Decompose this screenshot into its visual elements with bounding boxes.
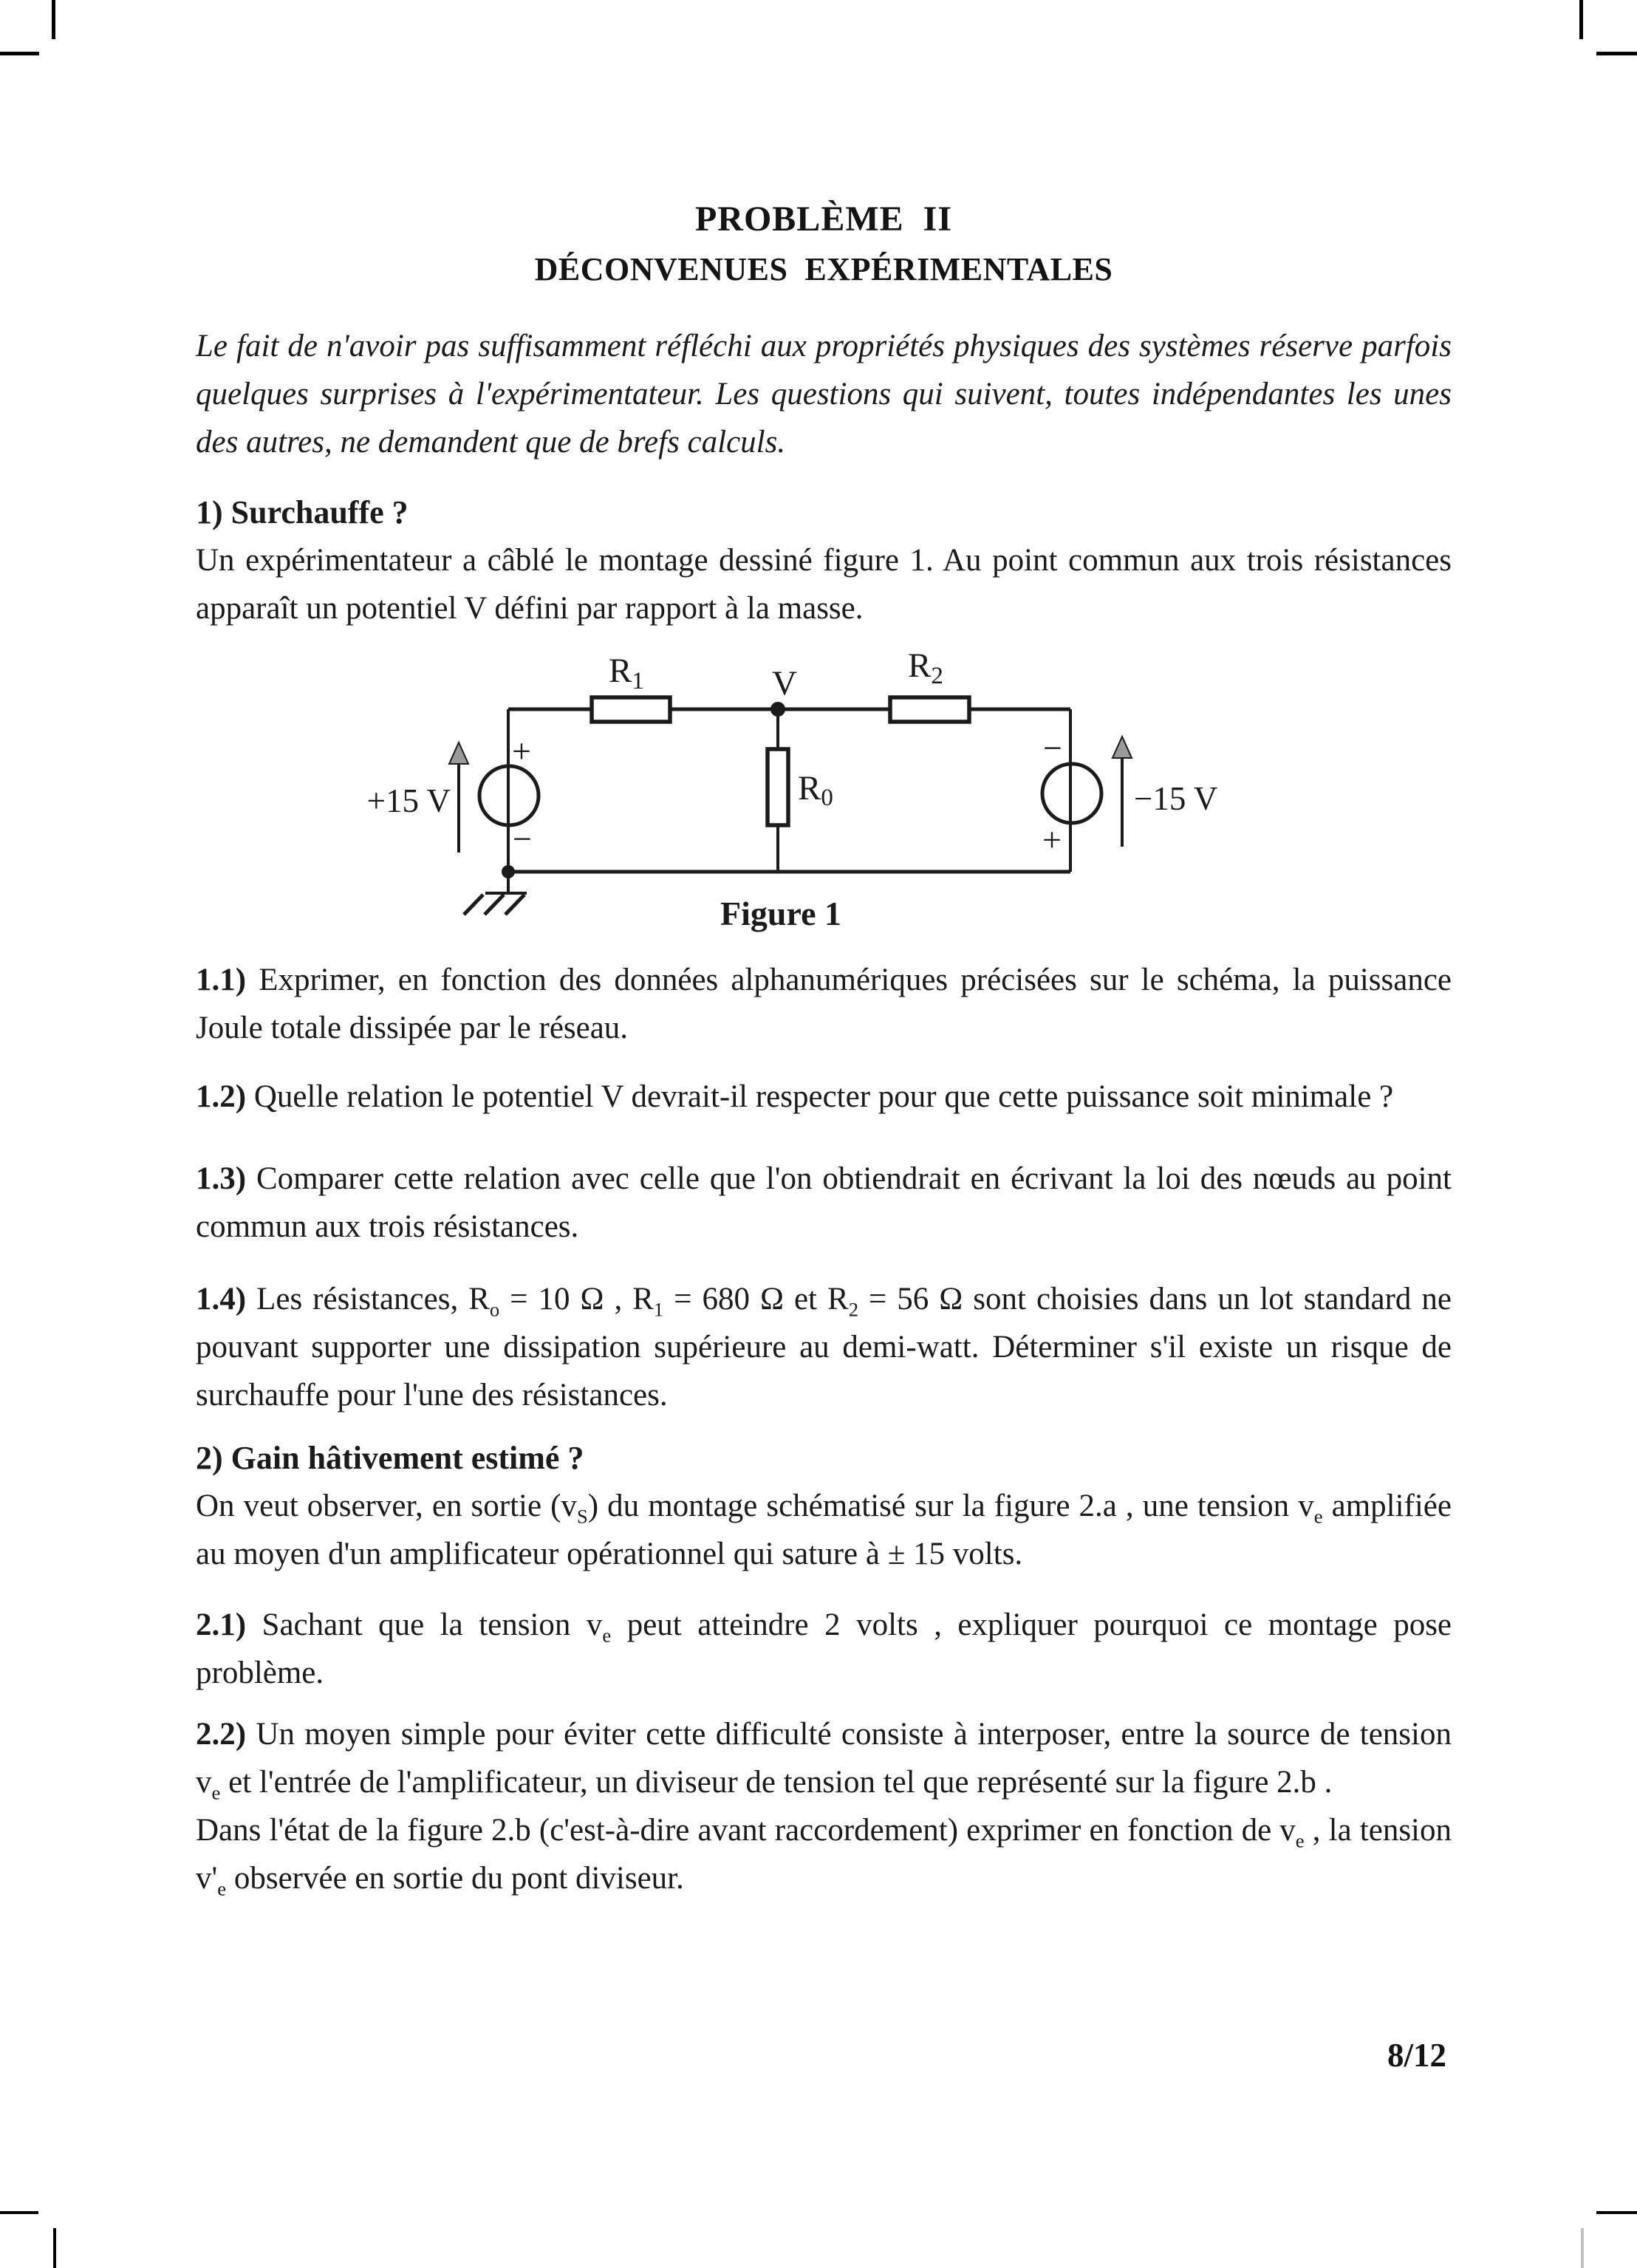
right-voltage-arrow bbox=[1113, 737, 1132, 847]
question-2-2-text: Un moyen simple pour éviter cette difficulté consiste à interposer, entre la source de tension $v_e$ et l'entrée de l'amplificateur, un diviseur de tension tel que représenté sur la figure 2.b . bbox=[196, 1717, 1452, 1804]
question-1-4-label: 1.4) bbox=[196, 1282, 247, 1316]
question-2-1-label: 2.1) bbox=[196, 1608, 247, 1642]
resistor-r1 bbox=[592, 697, 670, 722]
section-1-heading: 1) Surchauffe ? bbox=[196, 494, 409, 530]
crop-mark-bottom-right-horizontal bbox=[1596, 2211, 1637, 2214]
question-1-2-text: Quelle relation le potentiel V devrait-il respecter pour que cette puissance soit minimale ? bbox=[246, 1079, 1394, 1114]
node-v-dot bbox=[770, 702, 785, 717]
resistor-r2 bbox=[890, 697, 969, 722]
section-1-intro: Un expérimentateur a câblé le montage dessiné figure 1. Au point commun aux trois résistances apparaît un potentiel V défini par rapport à la masse. bbox=[196, 543, 1452, 626]
resistor-r0-label: R0 bbox=[798, 769, 833, 811]
question-2-1 bbox=[196, 1601, 1452, 1697]
question-1-4-text: Les résistances, $R_o = 10$ Ω , $R_1 = 680$ Ω et $R_2 = 56$ Ω sont choisies dans un lot standard ne pouvant supporter une dissipation supérieure au demi-watt. Déterminer s'il existe un risque de surchauffe pour l'une des résistances. bbox=[196, 1282, 1452, 1413]
resistor-r1-label: R1 bbox=[609, 652, 644, 694]
question-1-2-label: 1.2) bbox=[196, 1079, 247, 1114]
figure-1-caption: Figure 1 bbox=[720, 895, 841, 932]
resistor-r2-label: R2 bbox=[908, 646, 943, 689]
question-2-1-text: Sachant que la tension $v_e$ peut atteindre 2 volts , expliquer pourquoi ce montage pose problème. bbox=[196, 1608, 1452, 1690]
crop-mark-top-left-horizontal bbox=[0, 52, 39, 55]
resistor-r0 bbox=[768, 749, 788, 825]
left-voltage-arrow bbox=[449, 742, 468, 853]
question-2-2-label: 2.2) bbox=[196, 1717, 247, 1752]
question-1-1 bbox=[196, 956, 1452, 1052]
question-1-2 bbox=[196, 1073, 1452, 1121]
figure-1-schematic bbox=[340, 638, 1256, 949]
problem-subtitle: DÉCONVENUES EXPÉRIMENTALES bbox=[534, 251, 1113, 287]
right-source-plus-sign: + bbox=[1042, 821, 1062, 858]
left-voltage-label: +15 V bbox=[366, 782, 451, 819]
right-voltage-label: −15 V bbox=[1134, 780, 1218, 817]
question-2-2-continued: Dans l'état de la figure 2.b (c'est-à-dire avant raccordement) exprimer en fonction de $v_e$ , la tension $v'_e$ observée en sortie du pont diviseur. bbox=[196, 1813, 1452, 1900]
intro-paragraph: Le fait de n'avoir pas suffisamment réfléchi aux propriétés physiques des systèmes réserve parfois quelques surprises à l'expérimentateur. Les questions qui suivent, toutes indépendantes les unes des autres, ne demandent que de brefs calculs. bbox=[196, 329, 1452, 460]
question-1-4 bbox=[196, 1275, 1452, 1419]
question-1-1-text: Exprimer, en fonction des données alphanumériques précisées sur le schéma, la puissance Joule totale dissipée par le réseau. bbox=[196, 963, 1452, 1045]
crop-mark-bottom-right-vertical bbox=[1581, 2228, 1584, 2268]
crop-mark-top-left-vertical bbox=[52, 0, 55, 39]
text-column bbox=[196, 0, 1452, 1902]
page-number: 8/12 bbox=[1387, 2037, 1446, 2074]
question-2-2 bbox=[196, 1710, 1452, 1806]
question-1-3-text: Comparer cette relation avec celle que l'on obtiendrait en écrivant la loi des nœuds au point commun aux trois résistances. bbox=[196, 1161, 1452, 1244]
question-1-3-label: 1.3) bbox=[196, 1161, 247, 1196]
left-source-minus-sign: − bbox=[513, 820, 532, 858]
section-2-heading: 2) Gain hâtivement estimé ? bbox=[196, 1440, 584, 1476]
left-source-plus-sign: + bbox=[512, 732, 531, 770]
crop-mark-top-right-vertical bbox=[1579, 0, 1583, 39]
question-1-1-label: 1.1) bbox=[196, 963, 247, 997]
node-v-label: V bbox=[772, 664, 797, 703]
question-1-3 bbox=[196, 1155, 1452, 1251]
section-2-intro: On veut observer, en sortie $(v_S)$ du montage schématisé sur la figure 2.a , une tension $v_e$ amplifiée au moyen d'un amplificateur opérationnel qui sature à ± 15 volts. bbox=[196, 1489, 1452, 1571]
right-source-minus-sign: − bbox=[1043, 729, 1062, 767]
ground-symbol bbox=[464, 872, 527, 915]
problem-title: PROBLÈME II bbox=[694, 199, 953, 239]
crop-mark-bottom-left-horizontal bbox=[0, 2211, 38, 2214]
crop-mark-bottom-left-vertical bbox=[53, 2228, 56, 2268]
crop-mark-top-right-horizontal bbox=[1596, 52, 1637, 55]
